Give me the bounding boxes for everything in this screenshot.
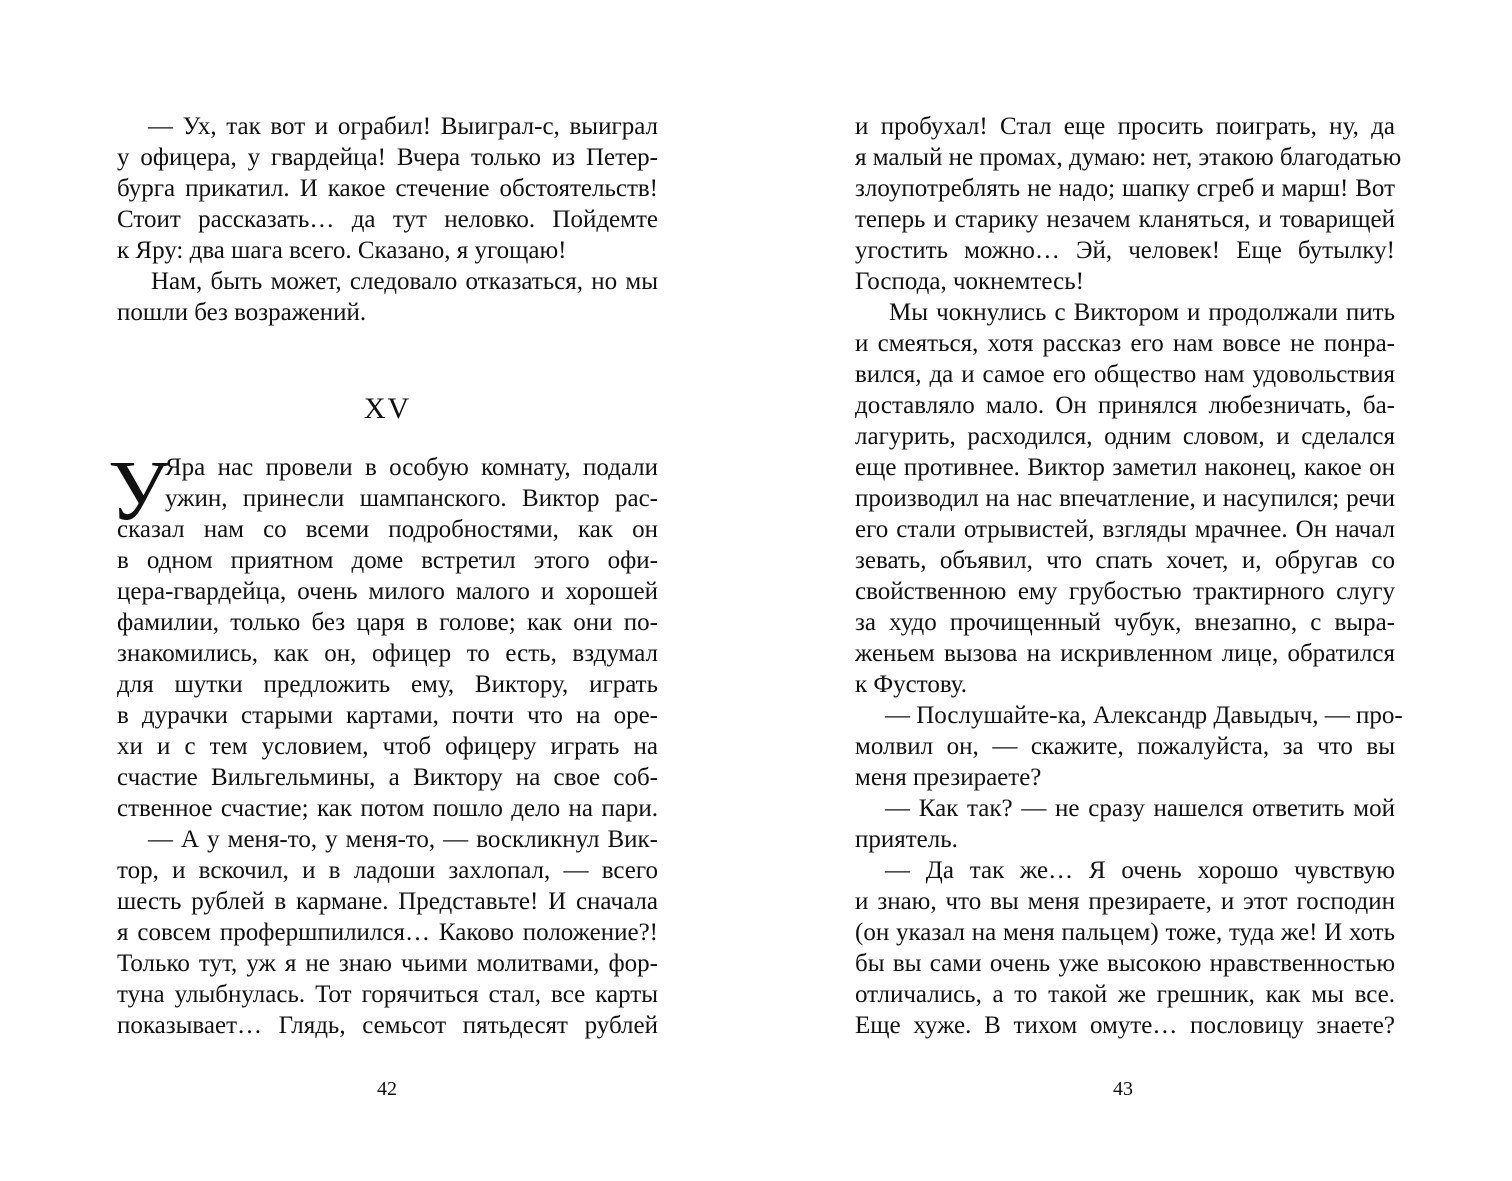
drop-cap: У <box>108 442 169 538</box>
text-line: женьем вызова на искривленном лице, обратился <box>855 640 1395 667</box>
text-line: свойственною ему грубостью трактирного слугу <box>855 578 1395 605</box>
text-line: Стоит рассказать… да тут неловко. Пойдемте <box>117 206 658 233</box>
text-line: лагурить, расходился, одним словом, и сделался <box>855 423 1395 450</box>
page-number: 42 <box>377 1078 397 1100</box>
text-line: молвил он, — скажите, пожалуйста, за что вы <box>855 733 1395 760</box>
text-line: — Как так? — не сразу нашелся ответить мой <box>885 795 1395 822</box>
text-line: шесть рублей в кармане. Представьте! И сначала <box>117 888 658 915</box>
text-line: еще противнее. Виктор заметил наконец, какое он <box>855 454 1395 481</box>
text-line: Только тут, уж я не знаю чьими молитвами, фор- <box>117 950 658 977</box>
text-line: я совсем профершпилился… Каково положение?! <box>117 919 658 946</box>
text-line: хи и с тем условием, чтоб офицеру играть на <box>117 733 658 760</box>
text-line: Господа, чокнемтесь! <box>855 268 1084 295</box>
text-line: производил на нас впечатление, и насупился; речи <box>855 485 1395 512</box>
text-line: доставляло мало. Он принялся любезничать, ба- <box>855 392 1395 419</box>
text-line: Нам, быть может, следовало отказаться, но мы <box>151 268 658 295</box>
text-line: и смеяться, хотя рассказ его нам вовсе не понра- <box>855 330 1395 357</box>
text-line: — А у меня-то, у меня-то, — воскликнул Вик- <box>148 826 658 853</box>
text-line: сказал нам со всеми подробностями, как он <box>117 516 658 543</box>
text-line: зевать, объявил, что спать хочет, и, обругав со <box>855 547 1395 574</box>
right-page <box>756 0 1512 1181</box>
text-line: пошли без возражений. <box>117 299 367 326</box>
text-line: и пробухал! Стал еще просить поиграть, ну, да <box>855 113 1395 140</box>
text-line: туна улыбнулась. Тот горячиться стал, все карты <box>117 981 658 1008</box>
text-line: за худо прочищенный чубук, внезапно, с выра- <box>855 609 1395 636</box>
text-line: в одном приятном доме встретил этого офи- <box>117 547 658 574</box>
text-line: меня презираете? <box>855 764 1042 791</box>
chapter-heading: XV <box>363 392 412 425</box>
text-line: для шутки предложить ему, Виктору, играть <box>117 671 658 698</box>
text-line: отличались, а то такой же грешник, как мы все. <box>855 981 1395 1008</box>
text-line: — Послушайте-ка, Александр Давыдыч, — про- <box>885 702 1403 729</box>
text-line: Мы чокнулись с Виктором и продолжали пить <box>889 299 1395 326</box>
text-line: приятель. <box>855 826 958 853</box>
text-line: — Ух, так вот и ограбил! Выиграл-с, выиграл <box>148 113 658 140</box>
text-line: фамилии, только без царя в голове; как они по- <box>117 609 658 636</box>
text-line: злоупотреблять не надо; шапку сгреб и марш! Вот <box>855 175 1395 202</box>
text-line: угостить можно… Эй, человек! Еще бутылку! <box>855 237 1395 264</box>
text-line: в дурачки старыми картами, почти что на оре- <box>117 702 658 729</box>
text-line: бы вы сами очень уже высокою нравственностью <box>855 950 1395 977</box>
text-line: ужин, принесли шампанского. Виктор рас- <box>165 485 658 512</box>
text-line: Яра нас провели в особую комнату, подали <box>165 454 658 481</box>
text-line: к Яру: два шага всего. Сказано, я угощаю! <box>117 237 567 264</box>
text-line: бурга прикатил. И какое стечение обстоятельств! <box>117 175 658 202</box>
text-line: я малый не промах, думаю: нет, этакою благодатью <box>855 144 1402 171</box>
text-line: теперь и старику незачем кланяться, и товарищей <box>855 206 1395 233</box>
text-line: его стали отрывистей, взгляды мрачнее. Он начал <box>855 516 1395 543</box>
text-line: тор, и вскочил, и в ладоши захлопал, — всего <box>117 857 658 884</box>
text-line: Еще хуже. В тихом омуте… пословицу знаете? <box>855 1012 1395 1039</box>
text-line: цера-гвардейца, очень милого малого и хорошей <box>117 578 658 605</box>
text-line: у офицера, у гвардейца! Вчера только из Петер- <box>117 144 658 171</box>
page-number: 43 <box>1113 1078 1133 1100</box>
text-line: ственное счастие; как потом пошло дело на пари. <box>117 795 658 822</box>
text-line: — Да так же… Я очень хорошо чувствую <box>885 857 1395 884</box>
text-line: и знаю, что вы меня презираете, и этот господин <box>855 888 1395 915</box>
text-line: показывает… Глядь, семьсот пятьдесят рублей <box>117 1012 658 1039</box>
text-line: вился, да и самое его общество нам удовольствия <box>855 361 1395 388</box>
text-line: к Фустову. <box>855 671 968 698</box>
text-line: счастие Вильгельмины, а Виктору на свое соб- <box>117 764 658 791</box>
text-line: (он указал на меня пальцем) тоже, туда же! И хоть <box>855 919 1395 946</box>
text-line: знакомились, как он, офицер то есть, вздумал <box>117 640 658 667</box>
